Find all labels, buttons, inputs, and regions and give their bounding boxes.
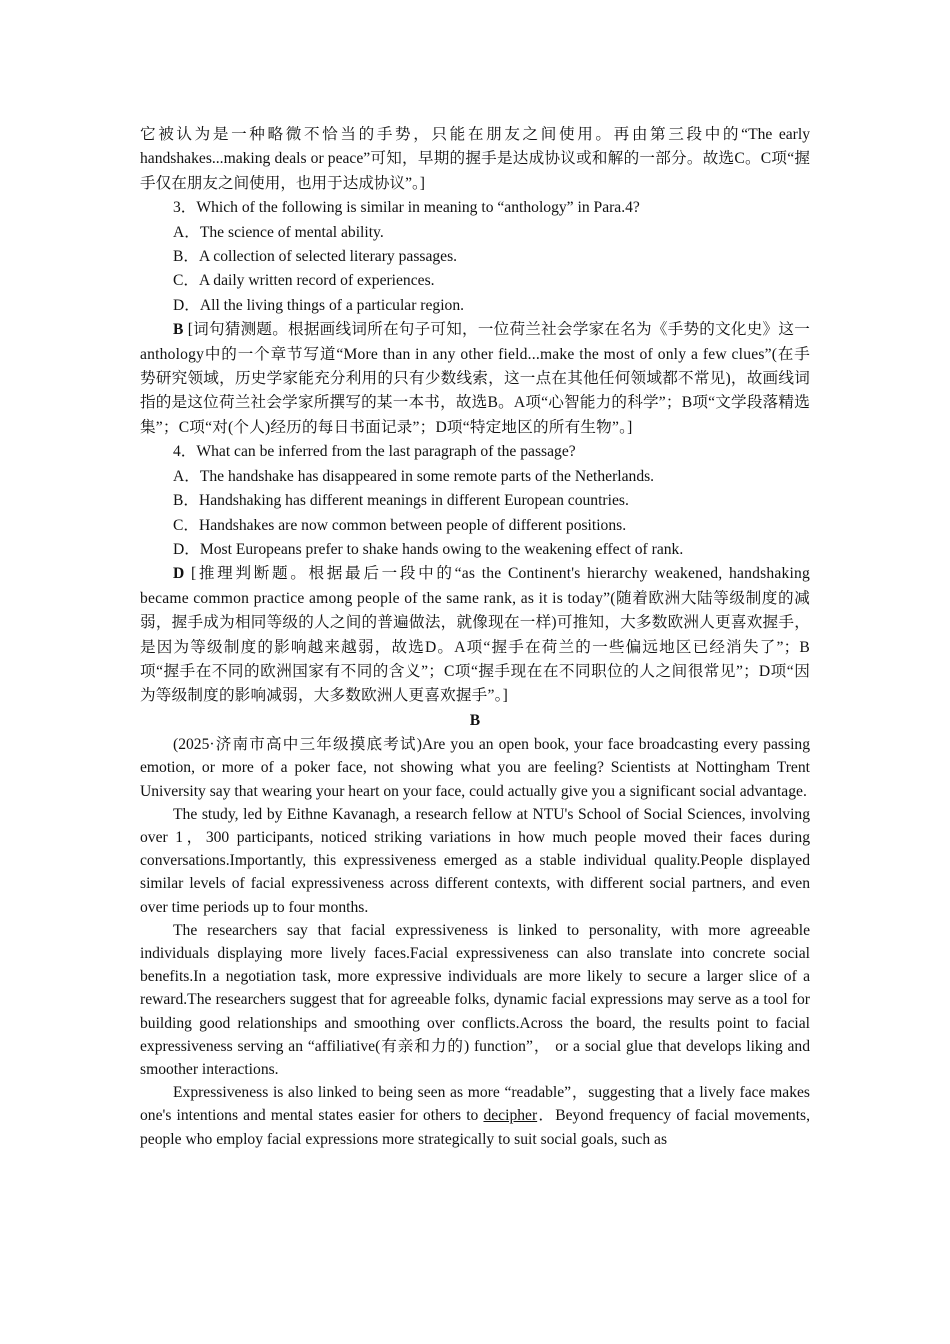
passage-paragraph-4-start: Expressiveness is also linked to being seen as more “readable”，suggesting that a lively face makes one's intentions and mental states easier for others to bbox=[140, 1084, 810, 1125]
previous-explanation-continuation: 它被认为是一种略微不恰当的手势，只能在朋友之间使用。再由第三段中的“The early handshakes...making deals or peace”可知，早期的握手是达成协议或和解的一部分。故选C。C项“握手仅在朋友之间使用，也用于达成协议”。] bbox=[140, 126, 810, 192]
question-3-option-c: C．A daily written record of experiences. bbox=[173, 272, 435, 290]
passage-paragraph-3: The researchers say that facial expressiveness is linked to personality, with more agreeable individuals displaying more lively faces.Facial expressiveness can also translate into concrete social benefits.In a negotiation task, more expressive individuals are more likely to secure a larger slice of a reward.The researchers suggest that for agreeable folks, dynamic facial expressions may serve as a tool for building good relationships and smoothing over conflicts.Across the board, the results point to facial expressiveness serving an “affiliative(有亲和力的) function”， or a social glue that develops liking and smoother interactions. bbox=[140, 921, 810, 1078]
question-3-answer-letter: B bbox=[173, 321, 184, 339]
document-page bbox=[140, 123, 810, 1151]
question-3 bbox=[140, 196, 810, 440]
question-3-answer bbox=[140, 318, 810, 440]
question-3-stem: 3．Which of the following is similar in meaning to “anthology” in Para.4? bbox=[173, 199, 640, 217]
question-4-option-c: C．Handshakes are now common between people of different positions. bbox=[173, 516, 627, 534]
underlined-word: decipher bbox=[483, 1107, 538, 1125]
question-4-answer bbox=[140, 562, 810, 708]
passage-paragraph-4-end: ．Beyond frequency of facial movements, people who employ facial expressions more strategically to suit social goals, such as bbox=[140, 1107, 810, 1148]
question-4-option-d: D．Most Europeans prefer to shake hands owing to the weakening effect of rank. bbox=[173, 540, 684, 558]
question-4-answer-letter: D bbox=[173, 565, 185, 583]
reading-passage bbox=[140, 733, 810, 1151]
question-3-option-b: B．A collection of selected literary passages. bbox=[173, 248, 458, 266]
question-4-stem: 4．What can be inferred from the last paragraph of the passage? bbox=[173, 443, 576, 461]
question-4-explanation: [推理判断题。根据最后一段中的“as the Continent's hierarchy weakened, handshaking became common practice among people of the same rank, as it is today”(随着欧洲大陆等级制度的减弱，握手成为相同等级的人之间的普遍做法，就像现在一样)可推知，大多数欧洲人更喜欢握手，是因为等级制度的影响越来越弱，故选D。A项“握手在荷兰的一些偏远地区已经消失了”；B项“握手在不同的欧洲国家有不同的含义”；C项“握手现在在不同职位的人之间很常见”；D项“因为等级制度的影响减弱，大多数欧洲人更喜欢握手”。] bbox=[140, 565, 810, 705]
passage-paragraph-4 bbox=[140, 1081, 810, 1151]
question-4-option-a: A．The handshake has disappeared in some remote parts of the Netherlands. bbox=[173, 467, 655, 485]
question-3-explanation: [词句猜测题。根据画线词所在句子可知，一位荷兰社会学家在名为《手势的文化史》这一anthology中的一个章节写道“More than in any other field...make the most of only a few clues”(在手势研究领域，历史学家能充分利用的只有少数线索，这一点在其他任何领域都不常见)，故画线词指的是这位荷兰社会学家所撰写的某一本书，故选B。A项“心智能力的科学”；B项“文学段落精选集”；C项“对(个人)经历的每日书面记录”；D项“特定地区的所有生物”。] bbox=[140, 321, 810, 436]
question-3-option-d: D．All the living things of a particular region. bbox=[173, 296, 465, 314]
question-3-option-a: A．The science of mental ability. bbox=[173, 223, 384, 241]
section-heading: B bbox=[469, 711, 481, 729]
passage-paragraph-1: (2025·济南市高中三年级摸底考试)Are you an open book, your face broadcasting every passing emotion, or more of a poker face, not showing what you are feeling? Scientists at Nottingham Trent University say that wearing your heart on your face, could actually give you a significant social advantage. bbox=[140, 736, 810, 800]
question-4-option-b: B．Handshaking has different meanings in different European countries. bbox=[173, 492, 629, 510]
passage-paragraph-2: The study, led by Eithne Kavanagh, a research fellow at NTU's School of Social Sciences, involving over 1，300 participants, noticed striking variations in how much people moved their faces during conversations.Importantly, this expressiveness emerged as a stable individual quality.People displayed similar levels of facial expressiveness across different contexts, with different social partners, and even over time periods up to four months. bbox=[140, 805, 810, 916]
question-4 bbox=[140, 440, 810, 708]
